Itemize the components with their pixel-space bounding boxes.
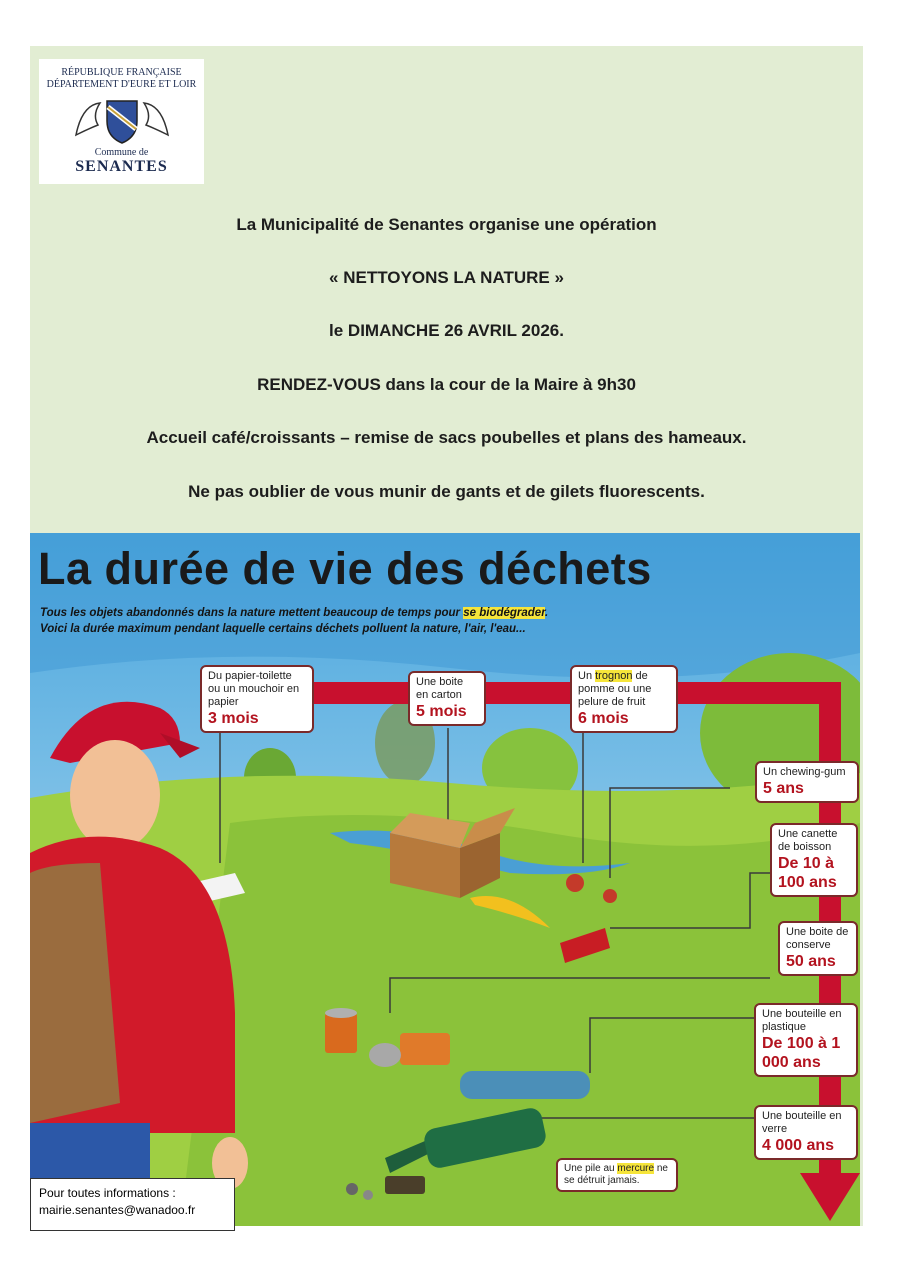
contact-email[interactable]: mairie.senantes@wanadoo.fr xyxy=(39,1203,196,1217)
reminder-text: Ne pas oublier de vous munir de gants et de gilets fluorescents. xyxy=(188,482,705,501)
card-chewing-gum xyxy=(755,761,859,803)
card-battery xyxy=(556,1158,678,1192)
card-duration: 4 000 ans xyxy=(762,1137,835,1154)
emblem-name: SENANTES xyxy=(75,158,168,175)
card-apple-core xyxy=(570,665,678,733)
coat-of-arms-icon xyxy=(62,95,182,145)
card-tin-can xyxy=(778,921,858,976)
subtitle-line1-start: Tous les objets abandonnés dans la nature mettent beaucoup de temps pour xyxy=(40,607,464,619)
contact-box xyxy=(30,1178,235,1231)
card-cardboard-box xyxy=(408,671,486,726)
event-date: le DIMANCHE 26 AVRIL 2026. xyxy=(329,321,564,340)
battery-label-start: Une pile au xyxy=(564,1163,618,1174)
card-label: Du papier-toilette ou un mouchoir en papier xyxy=(208,670,300,708)
emblem-line1: RÉPUBLIQUE FRANÇAISE xyxy=(61,67,182,78)
card-duration: De 100 à 1 000 ans xyxy=(762,1035,841,1071)
card-label-highlight: trognon xyxy=(595,670,633,682)
card-plastic-bottle xyxy=(754,1003,858,1077)
card-label-start: Un xyxy=(578,670,596,682)
poster-subtitle xyxy=(40,605,548,637)
waste-lifetime-poster xyxy=(30,533,860,1226)
meeting-point: RENDEZ-VOUS dans la cour de la Maire à 9h30 xyxy=(257,375,636,394)
card-duration: 5 ans xyxy=(763,780,804,797)
card-label: Une canette de boisson xyxy=(778,828,838,853)
card-label: Une boite de conserve xyxy=(786,926,849,951)
battery-highlight: mercure xyxy=(617,1163,655,1174)
subtitle-highlight: se biodégrader xyxy=(463,607,546,619)
card-label-end: de pomme ou une pelure de fruit xyxy=(578,670,652,708)
emblem-line2: DÉPARTEMENT D'EURE ET LOIR xyxy=(46,79,197,90)
card-drink-can xyxy=(770,823,858,897)
card-glass-bottle xyxy=(754,1105,858,1160)
card-label: Un chewing-gum xyxy=(763,766,846,778)
card-label: Une bouteille en verre xyxy=(762,1110,842,1135)
card-duration: 50 ans xyxy=(786,953,836,970)
subtitle-line2: Voici la durée maximum pendant laquelle certains déchets polluent la nature, l'air, l'eau... xyxy=(40,623,526,635)
intro-text: La Municipalité de Senantes organise une opération xyxy=(236,215,657,234)
battery-label-end: ne se détruit jamais. xyxy=(564,1163,668,1186)
card-duration: 6 mois xyxy=(578,710,629,727)
contact-label: Pour toutes informations : xyxy=(39,1186,176,1200)
card-label: Une boite en carton xyxy=(416,676,464,701)
poster-title: La durée de vie des déchets xyxy=(38,543,652,594)
welcome-text: Accueil café/croissants – remise de sacs poubelles et plans des hameaux. xyxy=(146,428,747,447)
card-duration: 5 mois xyxy=(416,703,467,720)
event-name: « NETTOYONS LA NATURE » xyxy=(329,268,564,287)
emblem-commune: Commune de xyxy=(94,147,149,158)
subtitle-line1-end: . xyxy=(545,607,549,619)
card-toilet-paper xyxy=(200,665,314,733)
card-label: Une bouteille en plastique xyxy=(762,1008,842,1033)
card-duration: 3 mois xyxy=(208,710,259,727)
card-duration: De 10 à 100 ans xyxy=(778,855,837,891)
commune-emblem xyxy=(39,59,204,184)
